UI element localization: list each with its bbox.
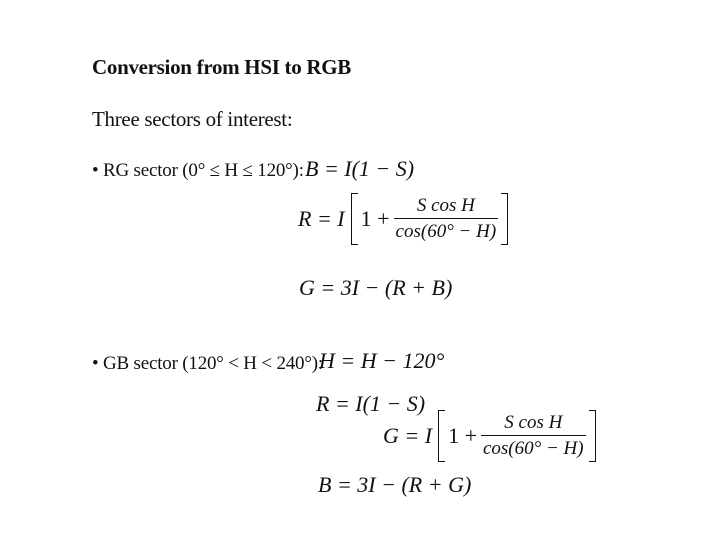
rg-eq-r-denominator: cos(60° − H) xyxy=(394,218,499,243)
gb-eq-b: B = 3I − (R + G) xyxy=(318,472,472,497)
gb-eq-g-one: 1 + xyxy=(448,423,477,448)
gb-eq-h: H = H − 120° xyxy=(319,348,445,373)
slide-title: Conversion from HSI to RGB xyxy=(92,55,351,79)
slide-subtitle: Three sectors of interest: xyxy=(92,107,293,131)
rg-eq-b: B = I(1 − S) xyxy=(305,156,415,181)
gb-eq-r: R = I(1 − S) xyxy=(316,391,426,416)
gb-sector-label: • GB sector (120° < H < 240°): xyxy=(92,353,323,374)
left-bracket xyxy=(438,410,445,462)
gb-eq-g-lhs: G = I xyxy=(383,423,433,448)
right-bracket xyxy=(501,193,508,245)
left-bracket xyxy=(351,193,358,245)
right-bracket xyxy=(589,410,596,462)
gb-eq-g-denominator: cos(60° − H) xyxy=(481,435,586,460)
rg-sector-label: • RG sector (0° ≤ H ≤ 120°): xyxy=(92,160,304,181)
rg-eq-r-one: 1 + xyxy=(360,206,390,231)
rg-eq-r-numerator: S cos H xyxy=(416,195,475,216)
rg-eq-r-lhs: R = I xyxy=(298,206,345,231)
gb-eq-g-fraction xyxy=(481,412,586,460)
rg-eq-r xyxy=(298,193,508,245)
rg-eq-r-fraction xyxy=(394,195,499,243)
rg-eq-g: G = 3I − (R + B) xyxy=(299,275,453,300)
gb-eq-g-numerator: S cos H xyxy=(504,412,563,433)
gb-eq-g xyxy=(383,410,596,462)
